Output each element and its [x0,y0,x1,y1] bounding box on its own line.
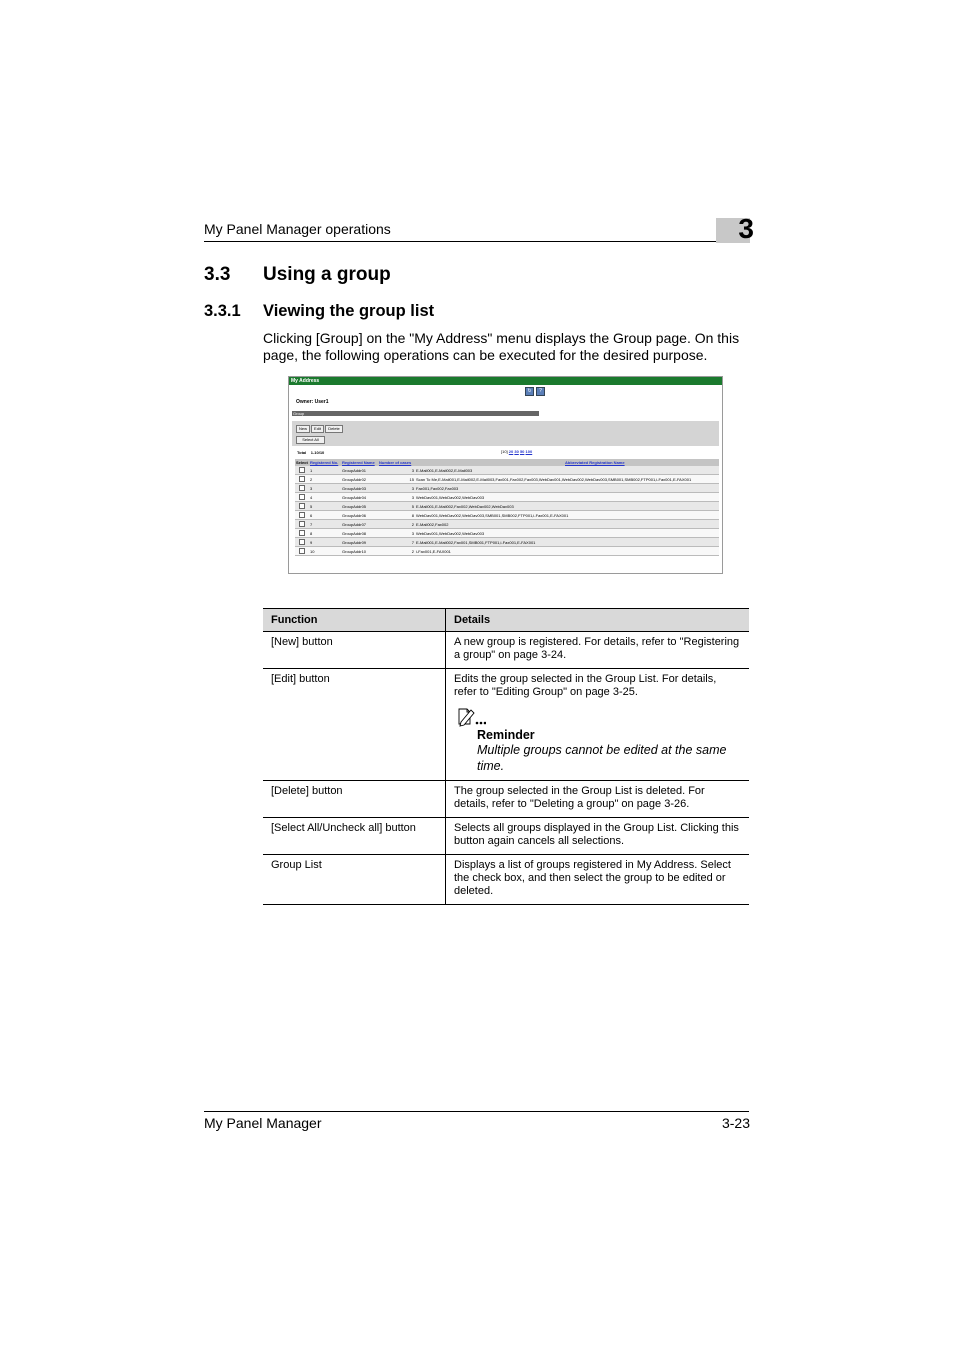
total-count [297,450,324,455]
select-all-button[interactable]: Select All [296,436,325,444]
details-cell [446,669,750,781]
select-cell [295,466,309,475]
details-column-header: Details [446,609,750,632]
subsection-heading [204,302,434,321]
case-count-cell: 5 [378,502,415,511]
members-cell: Scan To Me,E-Mail001,E-Mail002,E-Mail003,Fax001,Fax002,Fax003,WebDav001,WebDav002,WebDav003,SMB001,SMB002,FTP001,i-Fax001,E-FAX001 [415,475,719,484]
case-count-cell: 2 [378,547,415,556]
function-cell: [Delete] button [263,781,446,818]
column-header[interactable]: Number of cases [378,459,415,466]
table-row [263,781,749,818]
select-cell [295,502,309,511]
refresh-icon[interactable]: ↻ [525,387,534,396]
pager-link[interactable]: 20 [508,449,514,454]
group-row[interactable] [295,529,719,538]
registered-no-cell: 8 [309,529,341,538]
section-number: 3.3 [204,264,231,285]
registered-name-cell: GroupAddr06 [341,511,378,520]
registered-name-cell: GroupAddr03 [341,484,378,493]
members-cell: E-Mail001,E-Mail002,E-Mail003 [415,466,719,475]
members-cell: i-Fax001,E-FAX001 [415,547,719,556]
details-text: Edits the group selected in the Group List. For details, refer to "Editing Group" on page 3-25. [454,673,717,698]
page-number: 3-23 [721,1115,750,1131]
button-panel [292,421,719,446]
details-cell: Selects all groups displayed in the Group List. Clicking this button again cancels all selections. [446,818,750,855]
case-count-cell: 15 [378,475,415,484]
members-cell: WebDav001,WebDav002,WebDav003 [415,529,719,538]
registered-no-cell: 4 [309,493,341,502]
registered-name-cell: GroupAddr05 [341,502,378,511]
pager-link[interactable]: 30 [514,449,519,454]
column-header: Select [296,460,308,465]
registered-name-cell: GroupAddr07 [341,520,378,529]
group-row[interactable] [295,547,719,556]
edit-button[interactable]: Edit [311,425,324,433]
section-heading [204,264,391,286]
members-cell: E-Mail002,Fax002 [415,520,719,529]
group-row[interactable] [295,493,719,502]
group-page-screenshot [288,376,723,574]
group-row[interactable] [295,538,719,547]
select-cell [295,520,309,529]
table-row [263,632,749,669]
row-checkbox[interactable] [299,548,305,554]
members-cell: E-Mail001,E-Mail002,Fax002,WebDav002,WebDav003 [415,502,719,511]
registered-no-cell: 10 [309,547,341,556]
details-cell: A new group is registered. For details, refer to "Registering a group" on page 3-24. [446,632,750,669]
table-row [263,855,749,905]
running-header: My Panel Manager operations [204,221,391,237]
row-checkbox[interactable] [299,539,305,545]
footer-rule [204,1111,749,1112]
function-cell: [Select All/Uncheck all] button [263,818,446,855]
select-cell [295,547,309,556]
column-header[interactable]: Registered No. [309,459,341,466]
subsection-number: 3.3.1 [204,302,241,320]
registered-no-cell: 3 [309,484,341,493]
help-icon[interactable]: ? [536,387,545,396]
pager-link[interactable]: 50 [519,449,525,454]
members-cell: Fax001,Fax002,Fax003 [415,484,719,493]
function-table [263,608,749,905]
select-cell [295,493,309,502]
group-row[interactable] [295,520,719,529]
pager-link[interactable]: 100 [525,449,533,454]
case-count-cell: 3 [378,466,415,475]
function-cell: [New] button [263,632,446,669]
new-button[interactable]: New [296,425,310,433]
registered-name-cell: GroupAddr02 [341,475,378,484]
delete-button[interactable]: Delete [325,425,343,433]
row-checkbox[interactable] [299,521,305,527]
reminder-text: Multiple groups cannot be edited at the same time. [477,743,727,773]
group-list-table [295,459,719,556]
group-row[interactable] [295,502,719,511]
footer-title: My Panel Manager [204,1115,322,1131]
select-cell [295,529,309,538]
case-count-cell: 3 [378,529,415,538]
function-cell: Group List [263,855,446,905]
select-cell [295,511,309,520]
reminder-note [456,707,741,774]
header-rule [204,241,749,242]
row-checkbox[interactable] [299,476,305,482]
row-checkbox[interactable] [299,485,305,491]
case-count-cell: 7 [378,538,415,547]
members-cell: E-Mail001,E-Mail002,Fax001,SMB001,FTP001,i-Fax001,E-FAX001 [415,538,719,547]
pencil-note-icon [456,707,486,727]
registered-no-cell: 5 [309,502,341,511]
members-cell: WebDav001,WebDav002,WebDav003 [415,493,719,502]
select-cell [295,538,309,547]
registered-name-cell: GroupAddr08 [341,529,378,538]
case-count-cell: 2 [378,520,415,529]
function-column-header: Function [263,609,446,632]
pager-current: [10] [501,449,508,454]
table-row [263,669,749,781]
row-checkbox[interactable] [299,512,305,518]
chapter-number: 3 [738,213,754,244]
registered-no-cell: 1 [309,466,341,475]
reminder-title: Reminder [477,728,535,742]
screenshot-title-bar: My Address [289,377,722,385]
row-checkbox[interactable] [299,530,305,536]
group-row[interactable] [295,511,719,520]
row-checkbox[interactable] [299,467,305,473]
registered-name-cell: GroupAddr10 [341,547,378,556]
function-cell: [Edit] button [263,669,446,781]
registered-no-cell: 7 [309,520,341,529]
select-cell [295,484,309,493]
members-cell: WebDav001,WebDav002,WebDav003,SMB001,SMB002,FTP001,i-Fax001,E-FAX001 [415,511,719,520]
details-cell: The group selected in the Group List is deleted. For details, refer to "Deleting a group" on page 3-26. [446,781,750,818]
registered-name-cell: GroupAddr01 [341,466,378,475]
registered-name-cell: GroupAddr09 [341,538,378,547]
group-row[interactable] [295,484,719,493]
owner-label: Owner: User1 [296,399,329,405]
registered-name-cell: GroupAddr04 [341,493,378,502]
screenshot-toolbar-icons [525,387,547,396]
case-count-cell: 3 [378,493,415,502]
column-header[interactable]: Abbreviated Registration Name [415,459,719,466]
total-label: Total [297,450,307,455]
group-row[interactable] [295,475,719,484]
intro-paragraph: Clicking [Group] on the "My Address" menu displays the Group page. On this page, the following operations can be executed for the desired purpose. [263,330,740,363]
select-cell [295,475,309,484]
registered-no-cell: 2 [309,475,341,484]
registered-no-cell: 9 [309,538,341,547]
details-cell: Displays a list of groups registered in My Address. Select the check box, and then select the group to be edited or deleted. [446,855,750,905]
pager [501,449,532,454]
row-checkbox[interactable] [299,494,305,500]
column-header[interactable]: Registered Name [341,459,378,466]
table-row [263,818,749,855]
section-title: Using a group [263,264,391,285]
subsection-title: Viewing the group list [263,302,435,320]
row-checkbox[interactable] [299,503,305,509]
group-tab-bar: Group [292,411,539,416]
total-value: 1-10/10 [310,450,325,455]
case-count-cell: 3 [378,484,415,493]
registered-no-cell: 6 [309,511,341,520]
group-row[interactable] [295,466,719,475]
case-count-cell: 8 [378,511,415,520]
